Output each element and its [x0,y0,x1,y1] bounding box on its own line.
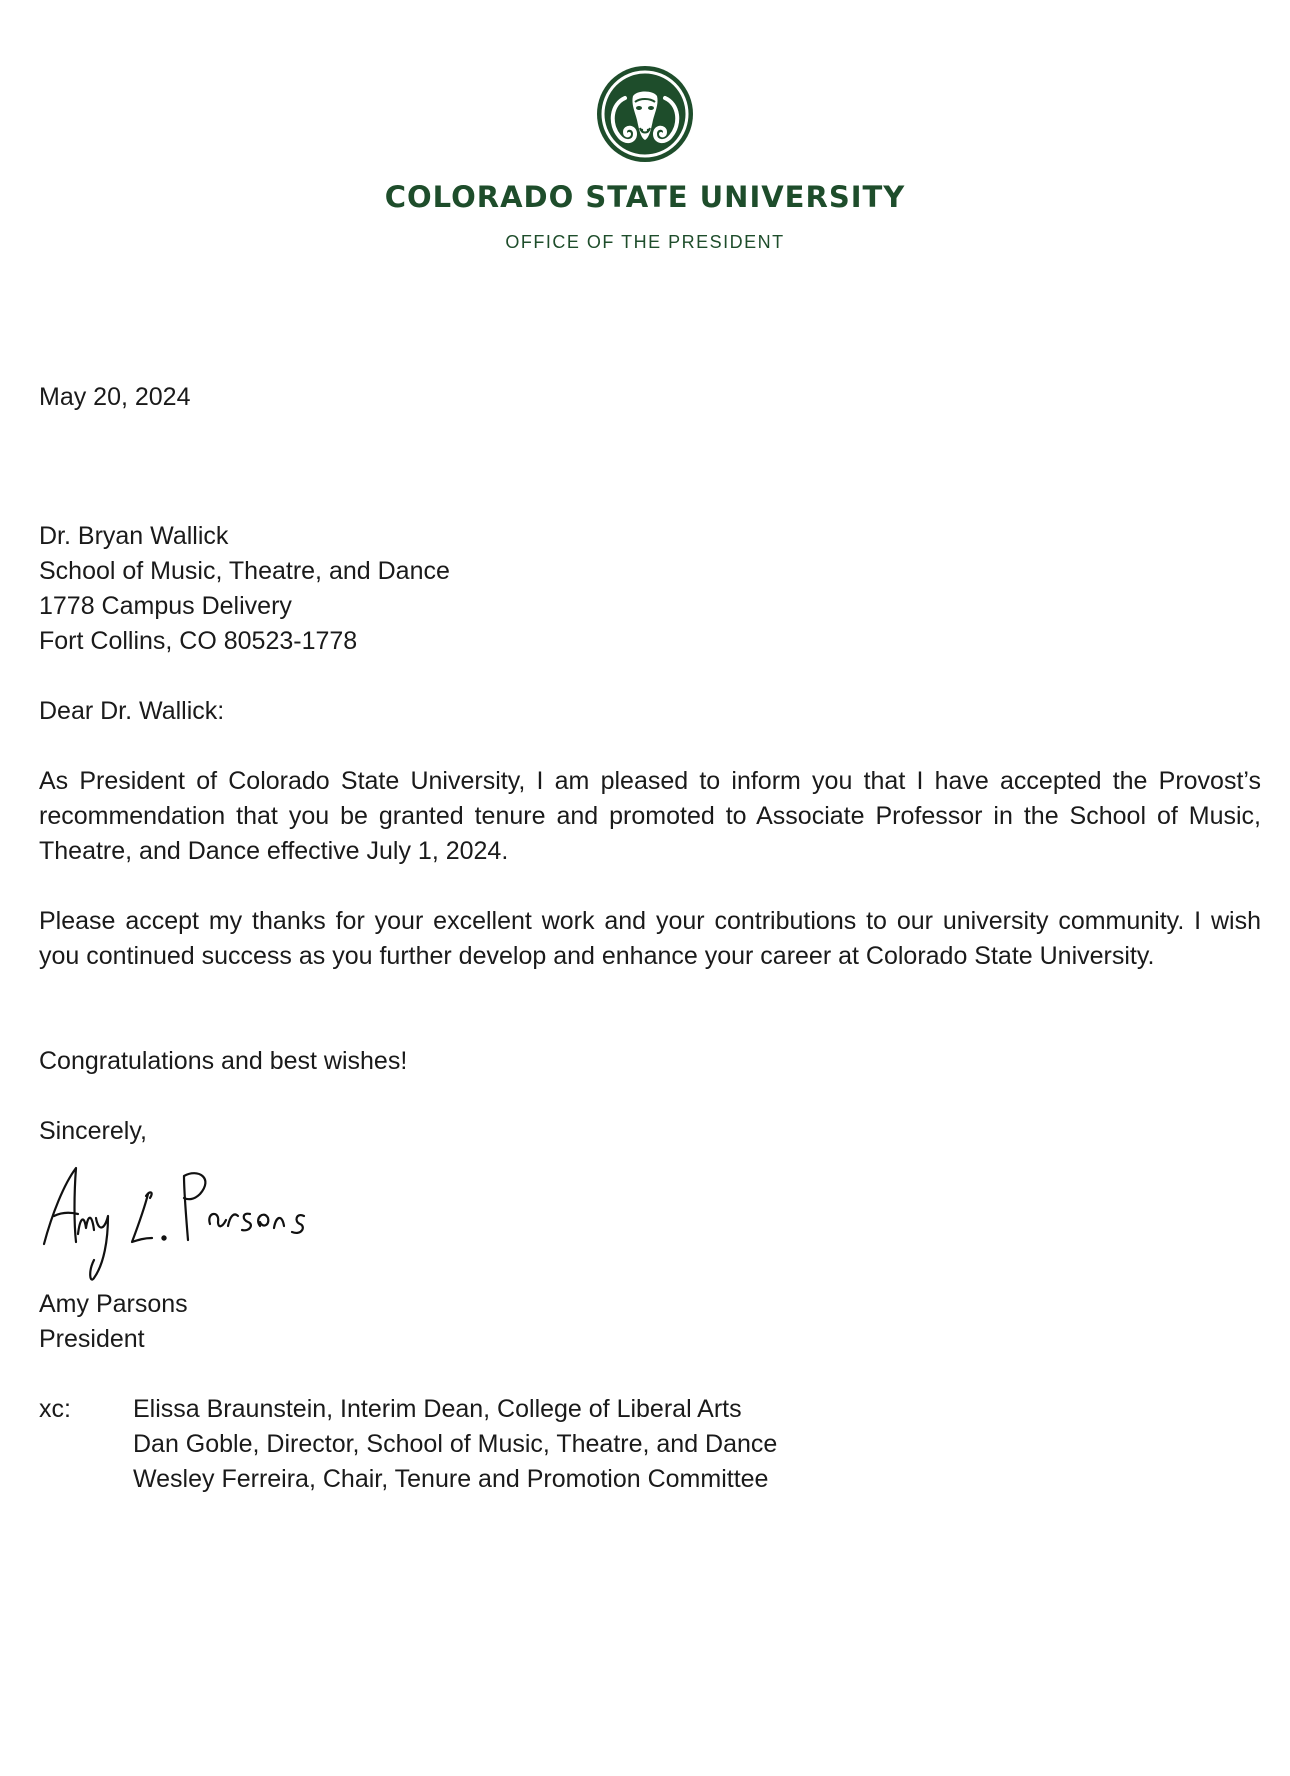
recipient-name: Dr. Bryan Wallick [39,522,229,550]
cc-recipient: Elissa Braunstein, Interim Dean, College of Liberal Arts [133,1395,742,1423]
csu-ram-logo-icon [595,64,695,164]
signer-title: President [39,1325,145,1353]
cc-label: xc: [39,1395,71,1423]
body-paragraph-1: As President of Colorado State University, I am pleased to inform you that I have accepted the Provost’s recommendation that you be granted tenure and promoted to Associate Professor in the School of Music, Theatre, and Dance effective July 1, 2024. [39,767,1261,865]
letterhead [0,64,1290,253]
salutation: Dear Dr. Wallick: [39,697,225,725]
recipient-address [39,519,1261,659]
signer-name: Amy Parsons [39,1290,188,1318]
closing-line: Congratulations and best wishes! [39,1047,408,1075]
recipient-city: Fort Collins, CO 80523-1778 [39,627,358,655]
office-name: OFFICE OF THE PRESIDENT [505,232,785,252]
letter-date: May 20, 2024 [39,383,191,411]
recipient-delivery: 1778 Campus Delivery [39,592,292,620]
sign-off: Sincerely, [39,1117,147,1145]
cc-recipient: Wesley Ferreira, Chair, Tenure and Promotion Committee [133,1465,769,1493]
cc-list [133,1392,1233,1497]
recipient-department: School of Music, Theatre, and Dance [39,557,450,585]
cc-recipient: Dan Goble, Director, School of Music, Theatre, and Dance [133,1430,778,1458]
body-paragraph-2: Please accept my thanks for your excellent work and your contributions to our university community. I wish you continued success as you further develop and enhance your career at Colorado State University. [39,907,1261,970]
handwritten-signature [38,1154,318,1284]
signer-block [39,1287,1261,1357]
university-name: COLORADO STATE UNIVERSITY [384,180,906,214]
